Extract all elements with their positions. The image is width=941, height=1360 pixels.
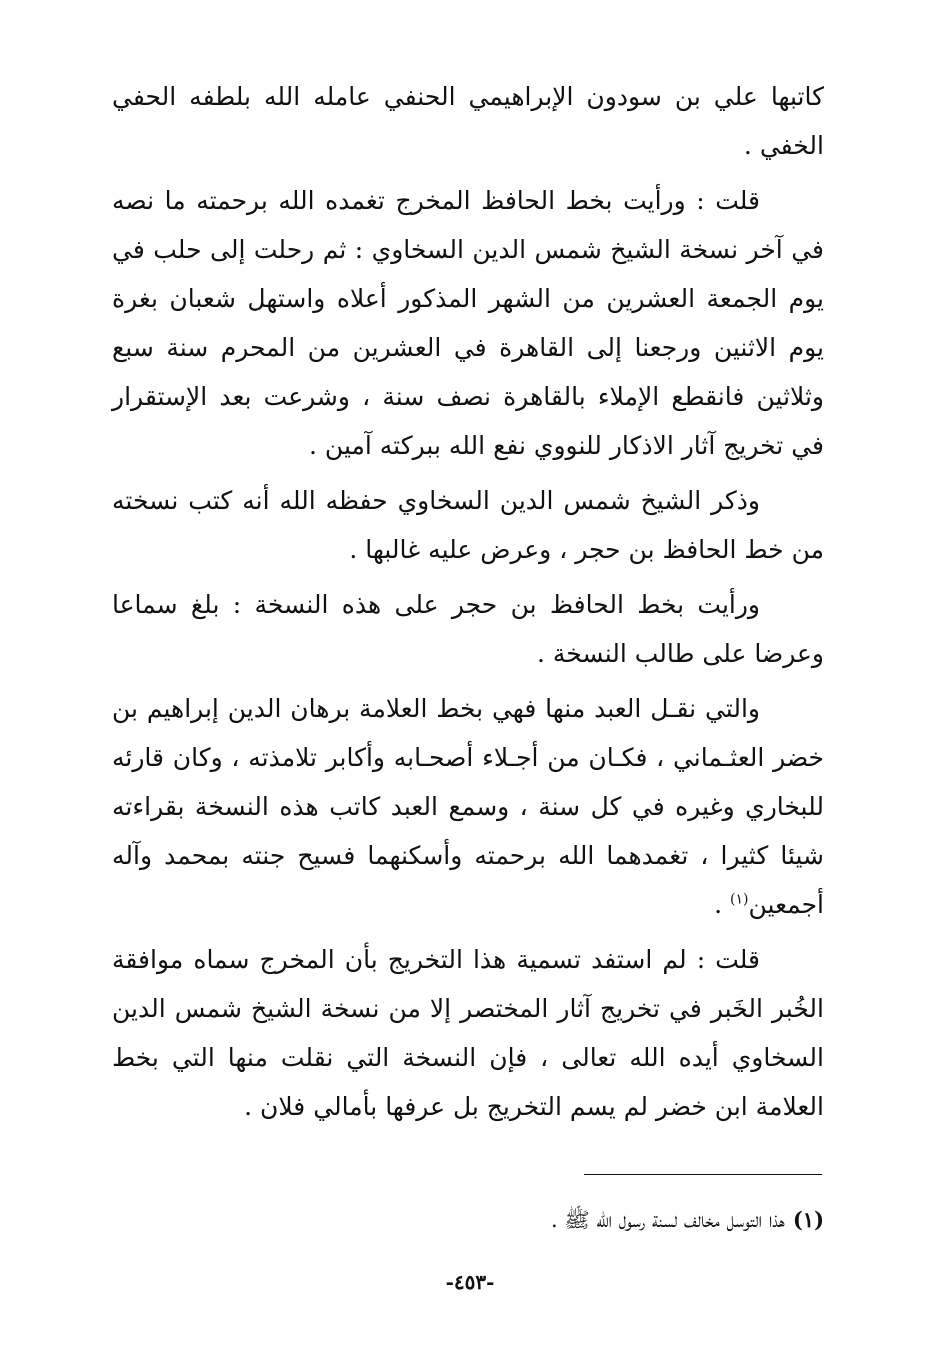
footnote-number: (١)	[792, 1207, 824, 1232]
main-text	[112, 72, 824, 1137]
paragraph-source-copy-text: والتي نقـل العبد منها فهي بخط العلامة برهان الدين إبراهيم بن خضر العثـماني ، فكـان من أجـلاء أصحـابه وأكابر تلامذته ، وكان قارئه للبخاري وغيره في كل سنة ، وسمع العبد كاتب هذه النسخة بقراءته شيئا كثيرا ، تغمدهما الله برحمته وأسكنهما فسيح جنته بمحمد وآله أجمعين	[112, 694, 824, 919]
paragraph-end-mark: .	[714, 890, 723, 919]
paragraph-colophon: كاتبها علي بن سودون الإبراهيمي الحنفي عامله الله بلطفه الحفي الخفي .	[112, 82, 824, 160]
footnote-text: هذا التوسل مخالف لسنة رسول الله ﷺ .	[550, 1208, 785, 1232]
footnote	[300, 1200, 824, 1240]
paragraph-title-note: قلت : لم استفد تسمية هذا التخريج بأن المخرج سماه موافقة الخُبر الخَبر في تخريج آثار المختصر إلا من نسخة الشيخ شمس الدين السخاوي أيده الله تعالى ، فإن النسخة التي نقلت منها التي بخط العلامة ابن خضر لم يسم التخريج بل عرفها بأمالي فلان .	[112, 945, 824, 1121]
footnote-separator	[584, 1174, 822, 1175]
paragraph-source-copy	[112, 684, 824, 929]
paragraph-ibn-hajar-note: ورأيت بخط الحافظ بن حجر على هذه النسخة : بلغ سماعا وعرضا على طالب النسخة .	[112, 590, 824, 668]
footnote-reference: (١)	[730, 891, 749, 908]
paragraph-sakhawi-copy: وذكر الشيخ شمس الدين السخاوي حفظه الله أنه كتب نسخته من خط الحافظ بن حجر ، وعرض عليه غالبها .	[112, 486, 824, 564]
page-number: -٤٥٣-	[445, 1270, 495, 1294]
paragraph-travel-note: قلت : ورأيت بخط الحافظ المخرج تغمده الله برحمته ما نصه في آخر نسخة الشيخ شمس الدين السخاوي : ثم رحلت إلى حلب في يوم الجمعة العشرين من الشهر المذكور أعلاه واستهل شعبان بغرة يوم الاثنين ورجعنا إلى القاهرة في العشرين من المحرم سنة سبع وثلاثين فانقطع الإملاء بالقاهرة نصف سنة ، وشرعت بعد الإستقرار في تخريج آثار الاذكار للنووي نفع الله ببركته آمين .	[112, 186, 824, 460]
